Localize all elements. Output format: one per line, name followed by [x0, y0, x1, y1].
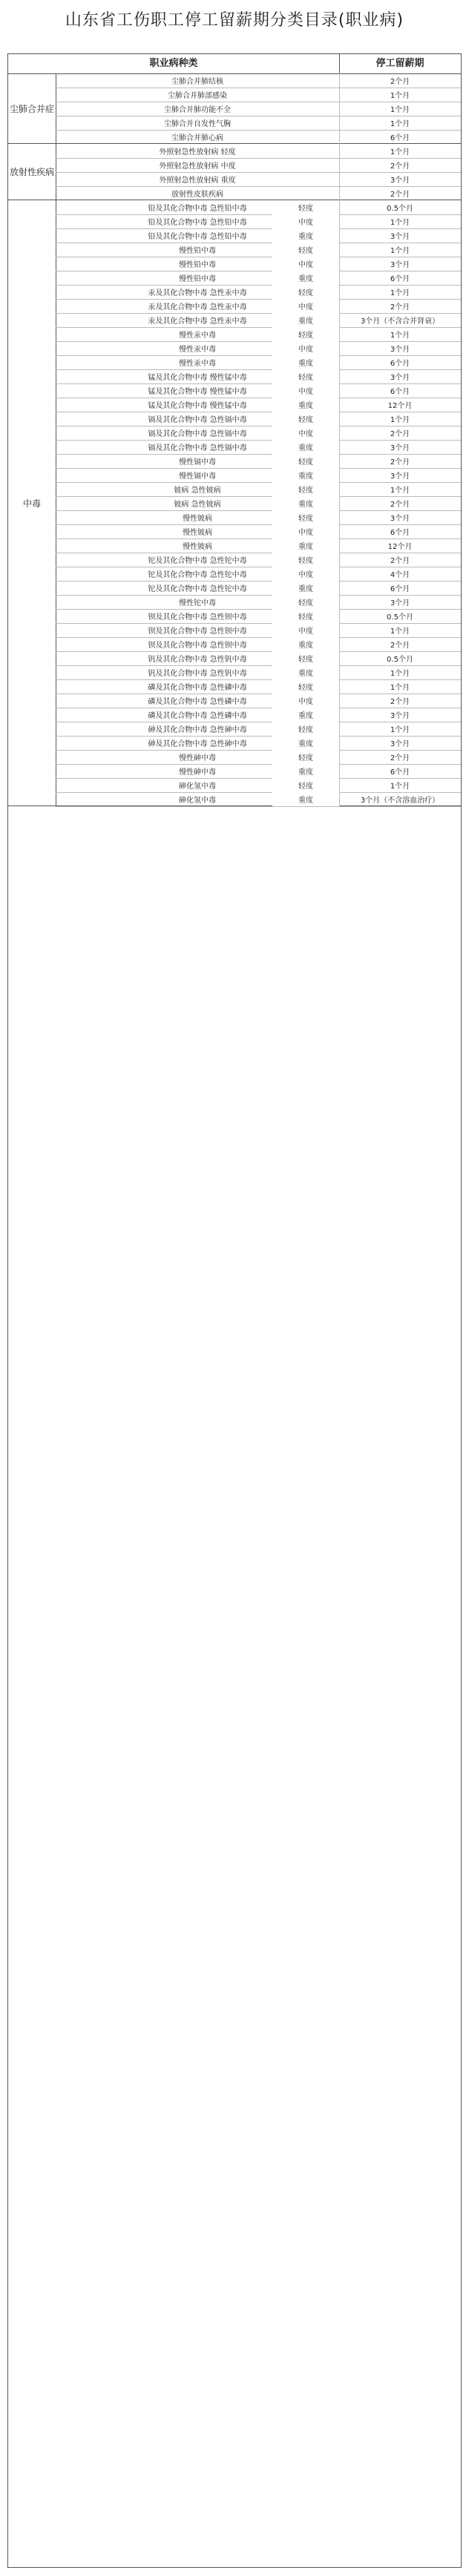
- table-row: 外照射急性放射病 中度 2个月: [56, 158, 461, 173]
- row-disease: 慢性汞中毒: [56, 341, 340, 355]
- table-row: 尘肺合并肺部感染 1个月: [56, 88, 461, 102]
- row-period: 2个月: [390, 754, 410, 762]
- row-period: 3个月: [390, 712, 410, 720]
- table-row: [56, 383, 461, 398]
- table-row: [56, 694, 461, 708]
- row-severity: 中度: [272, 426, 340, 440]
- row-period: 2个月: [390, 303, 410, 312]
- row-period: 2个月: [390, 501, 410, 509]
- row-disease: 慢性汞中毒: [56, 355, 340, 369]
- group-name: 中毒: [8, 200, 56, 806]
- row-period: 3个月: [390, 599, 410, 607]
- group-name: 尘肺合并症: [8, 73, 56, 143]
- row-disease: 砷及其化合物中毒 急性砷中毒: [56, 736, 340, 750]
- row-disease: 慢性汞中毒: [56, 327, 340, 341]
- row-disease: 镉及其化合物中毒 急性镉中毒: [56, 426, 340, 440]
- row-disease: 铍病 急性铍病: [56, 496, 340, 510]
- row-severity: 重度: [272, 468, 340, 482]
- row-period: 1个月: [390, 783, 410, 791]
- row-period: 0.5个月: [387, 613, 413, 622]
- row-period: 2个月: [390, 458, 410, 467]
- row-period: 3个月: [390, 472, 410, 481]
- table-header: [8, 54, 461, 74]
- table-row: [56, 623, 461, 638]
- row-severity: 中度: [272, 623, 340, 637]
- row-period: 0.5个月: [387, 205, 413, 213]
- table-row: [56, 398, 461, 412]
- table-row: 尘肺合并自发性气胸 1个月: [56, 116, 461, 131]
- row-severity: 轻度: [272, 651, 340, 665]
- row-disease: 慢性铍病: [56, 538, 340, 553]
- row-severity: 重度: [272, 736, 340, 750]
- row-period: 2个月: [390, 642, 410, 650]
- row-disease: 磷及其化合物中毒 急性磷中毒: [56, 679, 340, 694]
- row-period: 2个月: [390, 698, 410, 706]
- table-row: [56, 426, 461, 441]
- table-row: [56, 440, 461, 455]
- row-period: 4个月: [390, 571, 410, 579]
- table-row: [56, 778, 461, 793]
- row-period: 1个月: [390, 332, 410, 340]
- row-severity: 轻度: [272, 243, 340, 257]
- row-severity: 轻度: [272, 200, 340, 214]
- header-category: 职业病种类: [8, 54, 340, 73]
- row-disease: 铅及其化合物中毒 急性铅中毒: [56, 228, 340, 243]
- row-period: 1个月: [390, 627, 410, 636]
- table-row: [56, 567, 461, 582]
- row-severity: 中度: [272, 341, 340, 355]
- table-row: [56, 313, 461, 328]
- table-row: [56, 708, 461, 722]
- row-disease: 汞及其化合物中毒 急性汞中毒: [56, 299, 340, 313]
- table-row: [56, 454, 461, 469]
- row-disease: 镉及其化合物中毒 急性镉中毒: [56, 412, 340, 426]
- row-period: 3个月（不含合并肾衰）: [360, 317, 440, 326]
- table-row: [56, 722, 461, 737]
- row-severity: 中度: [272, 299, 340, 313]
- row-period: 6个月: [390, 529, 410, 537]
- table-row: [56, 496, 461, 511]
- table-row: [56, 355, 461, 370]
- table-row: [56, 228, 461, 243]
- row-severity: 轻度: [272, 595, 340, 609]
- row-period: 1个月: [390, 289, 410, 297]
- row-period: 3个月: [390, 346, 410, 354]
- row-period: 6个月: [390, 768, 410, 777]
- table-row: [56, 595, 461, 610]
- table-row: [56, 482, 461, 497]
- row-disease: 钒及其化合物中毒 急性钒中毒: [56, 651, 340, 665]
- row-period: 3个月: [390, 515, 410, 523]
- table-row: [56, 764, 461, 779]
- row-severity: 重度: [272, 398, 340, 412]
- row-period: 1个月: [390, 726, 410, 734]
- row-severity: 轻度: [272, 327, 340, 341]
- row-disease: 慢性铅中毒: [56, 271, 340, 285]
- row-disease: 砷化氢中毒: [56, 792, 340, 806]
- row-period: 6个月: [390, 585, 410, 593]
- row-period: 3个月: [390, 740, 410, 748]
- row-disease: 慢性铊中毒: [56, 595, 340, 609]
- row-period: 1个月: [390, 670, 410, 678]
- row-severity: 中度: [272, 383, 340, 398]
- row-severity: 轻度: [272, 778, 340, 792]
- row-period: 3个月: [390, 374, 410, 382]
- row-period: 12个月: [387, 543, 413, 551]
- table-row: [56, 736, 461, 751]
- row-severity: 轻度: [272, 482, 340, 496]
- row-disease: 慢性镉中毒: [56, 468, 340, 482]
- row-severity: 重度: [272, 792, 340, 806]
- row-severity: 重度: [272, 440, 340, 454]
- row-disease: 铅及其化合物中毒 急性铅中毒: [56, 214, 340, 228]
- row-severity: 重度: [272, 764, 340, 778]
- row-period: 6个月: [390, 275, 410, 283]
- row-severity: 轻度: [272, 679, 340, 694]
- table-row: [56, 299, 461, 314]
- row-disease: 慢性铍病: [56, 524, 340, 538]
- table-group: [8, 73, 461, 144]
- table-row: [56, 792, 461, 807]
- row-severity: 轻度: [272, 454, 340, 468]
- classification-table: [7, 53, 462, 2568]
- table-row: [56, 609, 461, 624]
- row-severity: 轻度: [272, 369, 340, 383]
- table-row: 外照射急性放射病 轻度 1个月: [56, 144, 461, 159]
- row-disease: 慢性铅中毒: [56, 257, 340, 271]
- row-severity: 重度: [272, 496, 340, 510]
- row-period: 6个月: [390, 360, 410, 368]
- table-row: [56, 285, 461, 300]
- table-row: [56, 553, 461, 567]
- row-severity: 重度: [272, 538, 340, 553]
- row-severity: 重度: [272, 581, 340, 595]
- row-disease: 慢性铅中毒: [56, 243, 340, 257]
- table-row: [56, 341, 461, 356]
- row-severity: 轻度: [272, 510, 340, 524]
- row-disease: 铊及其化合物中毒 急性铊中毒: [56, 553, 340, 567]
- table-row: [56, 327, 461, 342]
- table-row: [56, 679, 461, 694]
- header-period: 停工留薪期: [375, 58, 424, 69]
- row-period: 2个月: [390, 430, 410, 438]
- table-row: [56, 750, 461, 765]
- table-row: 尘肺合并肺功能不全 1个月: [56, 102, 461, 116]
- row-period: 1个月: [390, 416, 410, 424]
- table-row: 外照射急性放射病 重度 3个月: [56, 172, 461, 187]
- row-disease: 钡及其化合物中毒 急性钡中毒: [56, 637, 340, 651]
- row-severity: 轻度: [272, 750, 340, 764]
- table-row: [56, 637, 461, 652]
- row-disease: 铍病 急性铍病: [56, 482, 340, 496]
- row-disease: 慢性铍病: [56, 510, 340, 524]
- row-period: 0.5个月: [387, 656, 413, 664]
- row-disease: 汞及其化合物中毒 急性汞中毒: [56, 313, 340, 327]
- row-severity: 中度: [272, 214, 340, 228]
- row-disease: 砷化氢中毒: [56, 778, 340, 792]
- table-row: [56, 510, 461, 525]
- row-disease: 慢性镉中毒: [56, 454, 340, 468]
- table-row: [56, 581, 461, 596]
- row-disease: 磷及其化合物中毒 急性磷中毒: [56, 694, 340, 708]
- row-period: 1个月: [390, 219, 410, 227]
- row-period: 1个月: [390, 487, 410, 495]
- row-disease: 钒及其化合物中毒 急性钒中毒: [56, 665, 340, 679]
- row-disease: 砷及其化合物中毒 急性砷中毒: [56, 722, 340, 736]
- row-disease: 锰及其化合物中毒 慢性锰中毒: [56, 383, 340, 398]
- row-severity: 轻度: [272, 609, 340, 623]
- row-period: 6个月: [390, 388, 410, 396]
- row-severity: 中度: [272, 694, 340, 708]
- row-severity: 重度: [272, 665, 340, 679]
- table-row: [56, 257, 461, 271]
- row-severity: 轻度: [272, 722, 340, 736]
- table-row: [56, 200, 461, 215]
- table-row: [56, 524, 461, 539]
- row-disease: 汞及其化合物中毒 急性汞中毒: [56, 285, 340, 299]
- row-severity: 重度: [272, 228, 340, 243]
- table-row: [56, 214, 461, 229]
- row-period: 3个月: [390, 233, 410, 241]
- row-period: 3个月: [390, 261, 410, 269]
- table-group: [8, 200, 461, 806]
- row-disease: 锰及其化合物中毒 慢性锰中毒: [56, 369, 340, 383]
- row-disease: 锰及其化合物中毒 慢性锰中毒: [56, 398, 340, 412]
- group-name: 放射性疾病: [8, 144, 56, 200]
- row-severity: 轻度: [272, 285, 340, 299]
- row-disease: 慢性砷中毒: [56, 764, 340, 778]
- row-period: 12个月: [387, 402, 413, 410]
- table-row: [56, 468, 461, 483]
- row-severity: 重度: [272, 313, 340, 327]
- table-group: [8, 144, 461, 200]
- row-disease: 磷及其化合物中毒 急性磷中毒: [56, 708, 340, 722]
- row-disease: 钡及其化合物中毒 急性钡中毒: [56, 623, 340, 637]
- row-disease: 铅及其化合物中毒 急性铅中毒: [56, 200, 340, 214]
- row-severity: 中度: [272, 257, 340, 271]
- row-disease: 铊及其化合物中毒 急性铊中毒: [56, 567, 340, 581]
- row-disease: 钡及其化合物中毒 急性钡中毒: [56, 609, 340, 623]
- table-row: [56, 538, 461, 553]
- row-period: 3个月（不含溶血治疗）: [360, 797, 440, 805]
- table-row: 放射性皮肤疾病 2个月: [56, 186, 461, 200]
- table-row: [56, 651, 461, 666]
- table-row: 尘肺合并肺结核 2个月: [56, 73, 461, 88]
- row-period: 3个月: [390, 444, 410, 452]
- row-disease: 铊及其化合物中毒 急性铊中毒: [56, 581, 340, 595]
- row-severity: 轻度: [272, 412, 340, 426]
- table-row: [56, 271, 461, 286]
- table-row: [56, 369, 461, 384]
- row-severity: 重度: [272, 708, 340, 722]
- row-period: 1个月: [390, 684, 410, 692]
- row-severity: 轻度: [272, 553, 340, 567]
- row-period: 2个月: [390, 557, 410, 565]
- table-row: 尘肺合并肺心病 6个月: [56, 130, 461, 144]
- row-severity: 中度: [272, 524, 340, 538]
- table-row: [56, 412, 461, 426]
- row-severity: 重度: [272, 637, 340, 651]
- row-disease: 慢性砷中毒: [56, 750, 340, 764]
- row-period: 1个月: [390, 247, 410, 255]
- row-severity: 中度: [272, 567, 340, 581]
- table-row: [56, 243, 461, 257]
- table-row: [56, 665, 461, 680]
- row-disease: 镉及其化合物中毒 急性镉中毒: [56, 440, 340, 454]
- row-severity: 重度: [272, 271, 340, 285]
- page-title: 山东省工伤职工停工留薪期分类目录(职业病): [65, 11, 404, 30]
- row-severity: 重度: [272, 355, 340, 369]
